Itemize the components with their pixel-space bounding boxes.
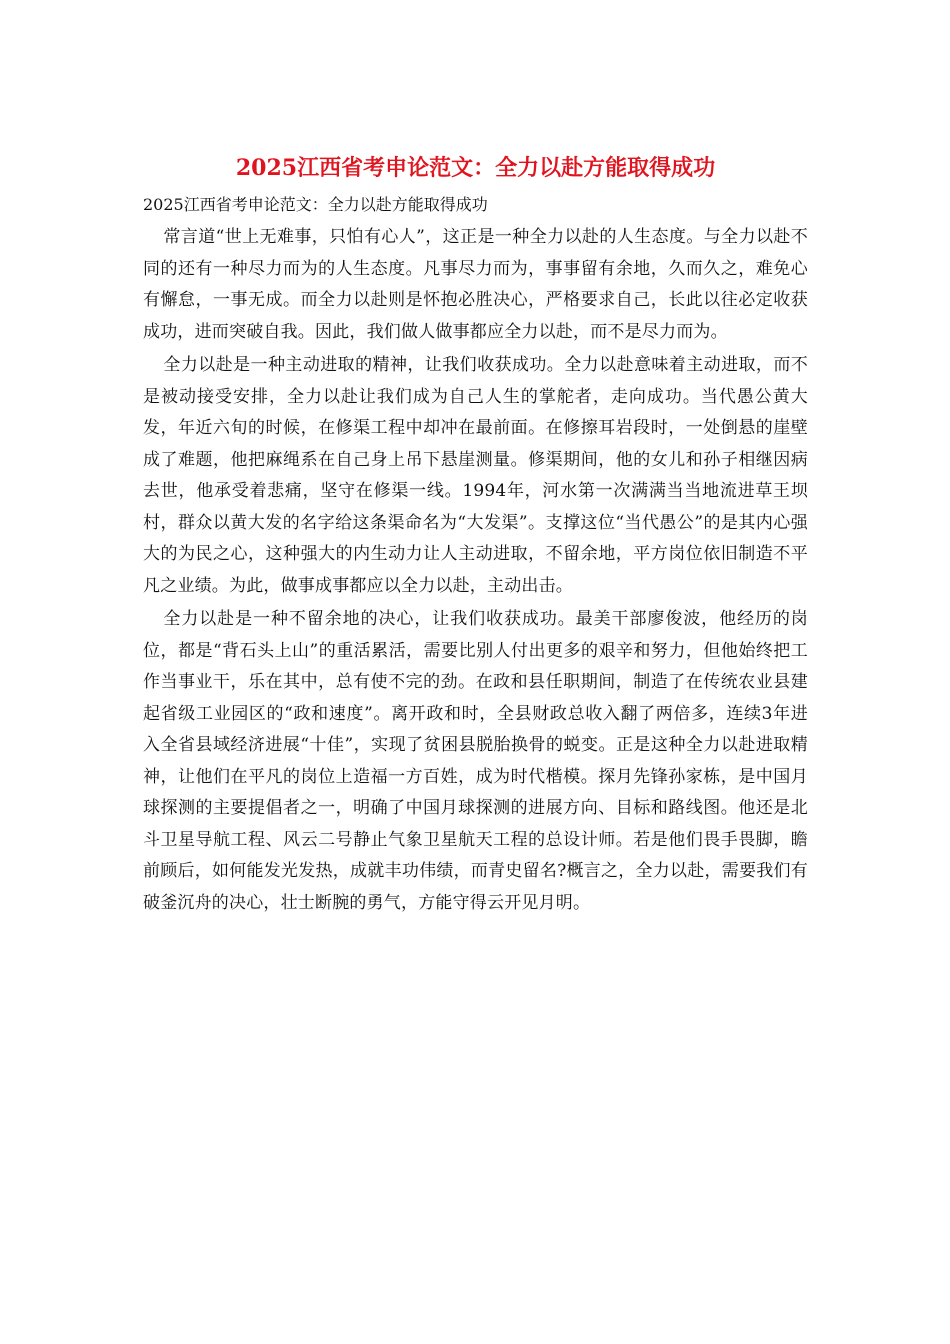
document-page — [143, 150, 808, 921]
paragraph-initiative: 全力以赴是一种主动进取的精神，让我们收获成功。全力以赴意味着主动进取，而不是被动接受安排，全力以赴让我们成为自己人生的掌舵者，走向成功。当代愚公黄大发，年近六旬的时候，在修渠工程中却冲在最前面。在修擦耳岩段时，一处倒悬的崖壁成了难题，他把麻绳系在自己身上吊下悬崖测量。修渠期间，他的女儿和孙子相继因病去世，他承受着悲痛，坚守在修渠一线。1994年，河水第一次满满当当地流进草王坝村，群众以黄大发的名字给这条渠命名为“大发渠”。支撑这位“当代愚公”的是其内心强大的为民之心，这种强大的内生动力让人主动进取，不留余地，平方岗位依旧制造不平凡之业绩。为此，做事成事都应以全力以赴，主动出击。 — [143, 355, 808, 596]
paragraph-determination: 全力以赴是一种不留余地的决心，让我们收获成功。最美干部廖俊波，他经历的岗位，都是“背石头上山”的重活累活，需要比别人付出更多的艰辛和努力，但他始终把工作当事业干，乐在其中，总有使不完的劲。在政和县任职期间，制造了在传统农业县建起省级工业园区的“政和速度”。离开政和时，全县财政总收入翻了两倍多，连续3年进入全省县域经济进展“十佳”，实现了贫困县脱胎换骨的蜕变。正是这种全力以赴进取精神，让他们在平凡的岗位上造福一方百姓，成为时代楷模。探月先锋孙家栋，是中国月球探测的主要提倡者之一，明确了中国月球探测的进展方向、目标和路线图。他还是北斗卫星导航工程、风云二号静止气象卫星航天工程的总设计师。若是他们畏手畏脚，瞻前顾后，如何能发光发热，成就丰功伟绩，而青史留名?概言之，全力以赴，需要我们有破釜沉舟的决心，壮士断腕的勇气，方能守得云开见月明。 — [143, 609, 808, 913]
document-subtitle: 2025江西省考申论范文：全力以赴方能取得成功 — [143, 195, 488, 214]
paragraph-intro: 常言道“世上无难事，只怕有心人”，这正是一种全力以赴的人生态度。与全力以赴不同的还有一种尽力而为的人生态度。凡事尽力而为，事事留有余地，久而久之，难免心有懈怠，一事无成。而全力以赴则是怀抱必胜决心，严格要求自己，长此以往必定收获成功，进而突破自我。因此，我们做人做事都应全力以赴，而不是尽力而为。 — [143, 227, 808, 342]
document-title: 2025江西省考申论范文：全力以赴方能取得成功 — [235, 155, 716, 181]
